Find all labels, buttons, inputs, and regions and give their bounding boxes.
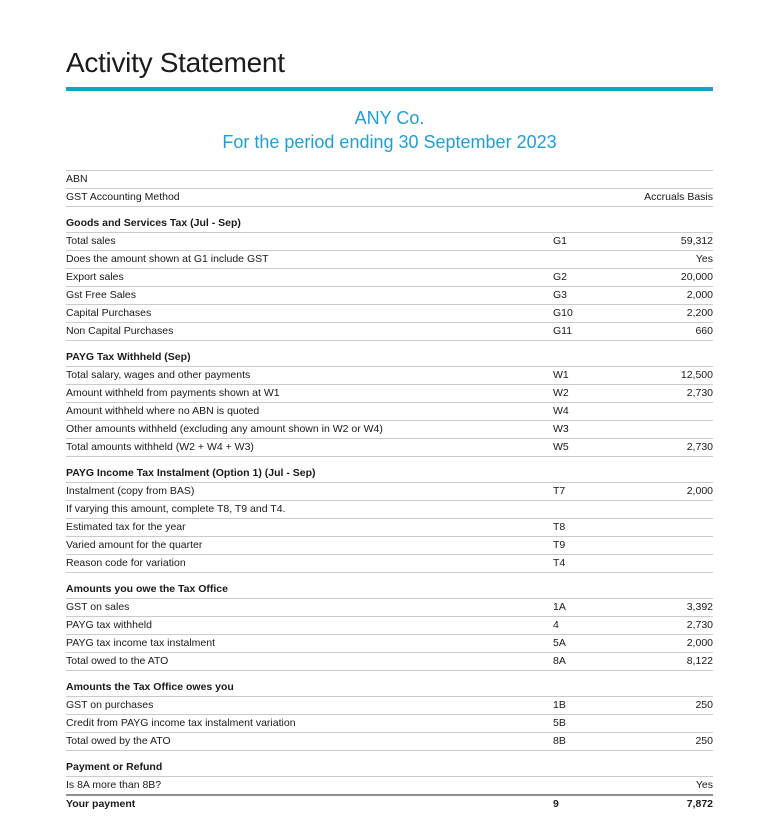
row-code: G11 xyxy=(553,325,573,337)
table-row xyxy=(66,617,713,635)
row-value: Yes xyxy=(695,779,713,791)
table-row xyxy=(66,599,713,617)
row-label: Total amounts withheld (W2 + W4 + W3) xyxy=(66,441,254,453)
row-code: W4 xyxy=(553,405,569,417)
row-code: 8B xyxy=(553,735,566,747)
row-value: Accruals Basis xyxy=(644,191,713,203)
row-label: Total sales xyxy=(66,235,116,247)
row-label: Gst Free Sales xyxy=(66,289,137,301)
table-row xyxy=(66,287,713,305)
row-code: T9 xyxy=(553,539,566,551)
section-header: PAYG Tax Withheld (Sep) xyxy=(66,350,713,367)
row-label: Does the amount shown at G1 include GST xyxy=(66,253,269,265)
row-value: 12,500 xyxy=(680,369,713,381)
row-label: Total owed by the ATO xyxy=(66,735,171,747)
table-row xyxy=(66,385,713,403)
row-code: 5A xyxy=(553,637,566,649)
row-label: Capital Purchases xyxy=(66,307,152,319)
row-value: 2,730 xyxy=(686,387,713,399)
row-code: T8 xyxy=(553,521,566,533)
row-label: Reason code for variation xyxy=(66,557,186,569)
row-value: 59,312 xyxy=(680,235,713,247)
row-code: 5B xyxy=(553,717,566,729)
row-value: 2,730 xyxy=(686,441,713,453)
row-value: Yes xyxy=(695,253,713,265)
row-label: Amount withheld where no ABN is quoted xyxy=(66,405,260,417)
row-value: 3,392 xyxy=(686,601,713,613)
table-row xyxy=(66,421,713,439)
row-code: W3 xyxy=(553,423,569,435)
table-row xyxy=(66,635,713,653)
row-label: Estimated tax for the year xyxy=(66,521,186,533)
row-value: 250 xyxy=(695,735,713,747)
statement-subtitle xyxy=(66,106,713,154)
row-value: 7,872 xyxy=(686,798,713,810)
row-code: 9 xyxy=(553,798,559,810)
row-code: G3 xyxy=(553,289,568,301)
statement-table xyxy=(66,170,713,813)
period-ending-line: For the period ending 30 September 2023 xyxy=(222,132,557,152)
row-label: Other amounts withheld (excluding any amount shown in W2 or W4) xyxy=(66,423,383,435)
table-row xyxy=(66,439,713,457)
row-value: 2,000 xyxy=(686,485,713,497)
row-code: G10 xyxy=(553,307,573,319)
section-header: Payment or Refund xyxy=(66,760,713,777)
row-code: T7 xyxy=(553,485,566,497)
table-row xyxy=(66,251,713,269)
row-label: If varying this amount, complete T8, T9 and T4. xyxy=(66,503,286,515)
row-value: 20,000 xyxy=(680,271,713,283)
row-label: Varied amount for the quarter xyxy=(66,539,203,551)
row-code: 1A xyxy=(553,601,566,613)
table-row xyxy=(66,519,713,537)
row-code: 4 xyxy=(553,619,559,631)
table-row xyxy=(66,269,713,287)
row-code: 1B xyxy=(553,699,566,711)
table-row xyxy=(66,233,713,251)
row-code: W5 xyxy=(553,441,569,453)
row-label: GST on sales xyxy=(66,601,130,613)
row-code: G1 xyxy=(553,235,568,247)
row-label: GST Accounting Method xyxy=(66,191,180,203)
table-row xyxy=(66,367,713,385)
table-row xyxy=(66,697,713,715)
section-header: Amounts you owe the Tax Office xyxy=(66,582,713,599)
row-code: G2 xyxy=(553,271,568,283)
section-header: Goods and Services Tax (Jul - Sep) xyxy=(66,216,713,233)
row-label: Total owed to the ATO xyxy=(66,655,169,667)
table-row xyxy=(66,189,713,207)
row-value: 2,730 xyxy=(686,619,713,631)
title-underline-rule xyxy=(66,87,713,91)
row-code: T4 xyxy=(553,557,566,569)
table-row xyxy=(66,733,713,751)
row-code: W1 xyxy=(553,369,569,381)
row-label: Your payment xyxy=(66,798,136,810)
table-row xyxy=(66,171,713,189)
row-label: Instalment (copy from BAS) xyxy=(66,485,195,497)
table-row xyxy=(66,403,713,421)
row-value: 8,122 xyxy=(686,655,713,667)
table-row xyxy=(66,305,713,323)
statement-content xyxy=(66,0,713,813)
page-title: Activity Statement xyxy=(66,47,285,78)
row-label: PAYG tax income tax instalment xyxy=(66,637,216,649)
section-header: PAYG Income Tax Instalment (Option 1) (Jul - Sep) xyxy=(66,466,713,483)
table-row xyxy=(66,501,713,519)
table-row xyxy=(66,323,713,341)
table-row xyxy=(66,653,713,671)
company-name: ANY Co. xyxy=(354,108,425,128)
row-label: Credit from PAYG income tax instalment variation xyxy=(66,717,296,729)
row-value: 660 xyxy=(695,325,713,337)
table-row xyxy=(66,555,713,573)
row-label: Is 8A more than 8B? xyxy=(66,779,162,791)
row-label: Non Capital Purchases xyxy=(66,325,174,337)
row-value: 250 xyxy=(695,699,713,711)
row-label: PAYG tax withheld xyxy=(66,619,152,631)
row-value: 2,200 xyxy=(686,307,713,319)
row-value: 2,000 xyxy=(686,289,713,301)
table-row xyxy=(66,715,713,733)
row-code: W2 xyxy=(553,387,569,399)
table-row xyxy=(66,777,713,794)
row-label: Export sales xyxy=(66,271,124,283)
row-value: 2,000 xyxy=(686,637,713,649)
table-row xyxy=(66,537,713,555)
row-label: ABN xyxy=(66,173,88,185)
row-code: 8A xyxy=(553,655,566,667)
table-row xyxy=(66,483,713,501)
section-header: Amounts the Tax Office owes you xyxy=(66,680,713,697)
table-row xyxy=(66,794,713,813)
row-label: Total salary, wages and other payments xyxy=(66,369,251,381)
row-label: Amount withheld from payments shown at W1 xyxy=(66,387,280,399)
row-label: GST on purchases xyxy=(66,699,154,711)
